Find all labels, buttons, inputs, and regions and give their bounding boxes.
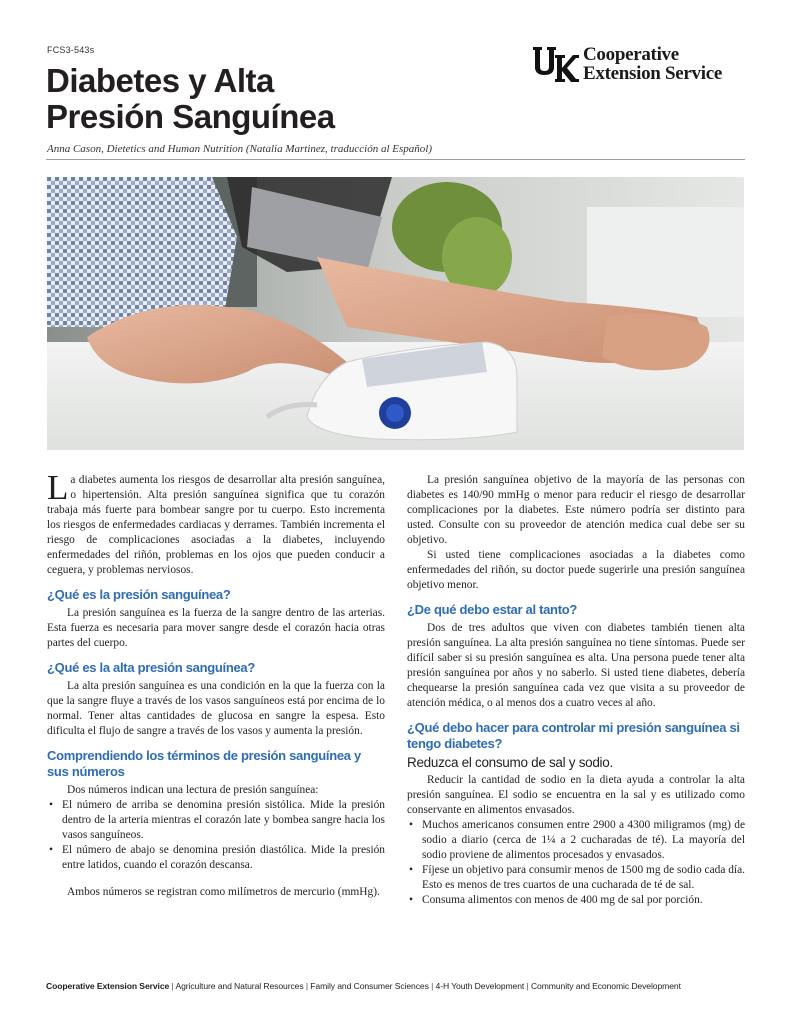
list-item (47, 798, 385, 843)
heading-high-blood-pressure: ¿Qué es la alta presión sanguínea? (47, 660, 255, 675)
title-line-2: Presión Sanguínea (46, 98, 335, 135)
paragraph-watch: Dos de tres adultos que viven con diabetes también tienen alta presión sanguínea. La alta presión sanguínea no tiene síntomas. Puede ser difícil saber si su presión sanguínea es alta. Una persona puede tener alta presión sanguínea por años y no saberlo. Si usted tiene diabetes, debería chequearse la presión sanguínea cada vez que visita a su proveedor de atención médica, o al menos dos a cuatro veces al año. (407, 622, 745, 709)
footer-org: Cooperative Extension Service (46, 981, 170, 991)
header-divider (46, 159, 745, 160)
intro-paragraph (47, 468, 385, 578)
intro-text: a diabetes aumenta los riesgos de desarrollar alta presión sanguínea, o hipertensión. Alta presión sanguínea significa que tu corazón trabaja más fuerte para bombear sangre por tu cuerpo. Esto incrementa los riesgos de enfermedades cardiacas y derrames. También incrementa el riesgo de complicaciones asociadas a la diabetes, incluyendo enfermedades del riñón, problemas en los ojos que pueden conducir a ceguera, y problemas nerviosos. (47, 474, 385, 576)
list-item (407, 818, 745, 863)
page-title (46, 63, 335, 135)
list-item-text: Consuma alimentos con menos de 400 mg de sal por porción. (422, 894, 703, 906)
right-column (407, 473, 745, 908)
list-item (407, 863, 745, 893)
paragraph-target: La presión sanguínea objetivo de la mayoría de las personas con diabetes es 140/90 mmHg o menor para reducir el riesgo de desarrollar complicaciones por la diabetes. Este número podría ser distinto para usted. Consulte con su proveedor de atención medica cual debe ser su objetivo. (407, 474, 745, 546)
bullet-icon: • (409, 864, 413, 876)
heading-terms: Comprendiendo los términos de presión sanguínea y sus números (47, 748, 361, 779)
paragraph-both-numbers: Ambos números se registran como milímetros de mercurio (mmHg). (67, 886, 380, 898)
footer-separator: | (305, 981, 308, 991)
footer-item-agriculture: Agriculture and Natural Resources (175, 981, 304, 991)
paragraph-complications: Si usted tiene complicaciones asociadas a la diabetes como enfermedades del riñón, su doctor puede sugerirle una presión sanguínea objetivo menor. (407, 549, 745, 591)
blood-pressure-monitor-photo (47, 177, 744, 450)
list-item-text: El número de arriba se denomina presión sistólica. Mide la presión dentro de la arteria mientras el corazón late y bombea sangre hacia los vasos sanguíneos. (62, 799, 385, 841)
uk-logo-icon (533, 45, 579, 83)
list-item-text: El número de abajo se denomina presión diastólica. Mide la presión entre latidos, cuando el corazón descansa. (62, 844, 385, 871)
cooperative-extension-logo (533, 45, 748, 85)
footer-item-community: Community and Economic Development (530, 981, 681, 991)
logo-line-1: Cooperative (583, 44, 679, 65)
logo-line-2: Extension Service (583, 63, 722, 84)
bullet-icon: • (49, 799, 53, 811)
terms-list (47, 798, 385, 873)
list-item (407, 893, 745, 908)
heading-what-is-blood-pressure: ¿Qué es la presión sanguínea? (47, 587, 231, 602)
bullet-icon: • (49, 844, 53, 856)
title-line-1: Diabetes y Alta (46, 62, 274, 99)
footer (46, 981, 745, 991)
paragraph-high: La alta presión sanguínea es una condición en la que la fuerza con la que la sangre fluye a través de los vasos sanguíneos está por encima de lo normal. Tener altas cantidades de glucosa en sangre la espesa. Esto dificulta el flujo de sangre a través de los vasos y aumenta la presión. (47, 680, 385, 737)
list-item (47, 843, 385, 873)
list-item-text: Muchos americanos consumen entre 2900 a 4300 miligramos (mg) de sodio a diario (cerca de 1¼ a 2 cucharadas de té). La mayoría del sodio proviene de alimentos procesados y envasados. (422, 819, 745, 861)
footer-separator: | (526, 981, 529, 991)
footer-separator: | (171, 981, 174, 991)
publication-number: FCS3-543s (47, 45, 95, 55)
paragraph-salt: Reducir la cantidad de sodio en la dieta ayuda a controlar la alta presión sanguínea. El sodio se encuentra en la sal y es utilizado como conservante en alimentos envasados. (407, 774, 745, 816)
drop-cap: L (47, 468, 69, 507)
footer-item-4h: 4-H Youth Development (435, 981, 525, 991)
heading-what-to-watch: ¿De qué debo estar al tanto? (407, 602, 578, 617)
footer-item-family: Family and Consumer Sciences (310, 981, 429, 991)
bullet-icon: • (409, 894, 413, 906)
list-item-text: Fíjese un objetivo para consumir menos de 1500 mg de sodio cada día. Esto es menos de tres cuartos de una cucharada de té de sal. (422, 864, 745, 891)
heading-how-to-control: ¿Qué debo hacer para controlar mi presión sanguínea si tengo diabetes? (407, 720, 740, 751)
subheading-salt: Reduzca el consumo de sal y sodio. (407, 755, 613, 770)
salt-list (407, 818, 745, 908)
byline: Anna Cason, Dietetics and Human Nutrition (Natalia Martinez, traducción al Español) (47, 143, 432, 155)
logo-text (583, 45, 722, 83)
bullet-icon: • (409, 819, 413, 831)
paragraph-terms: Dos números indican una lectura de presión sanguínea: (67, 784, 319, 796)
left-column (47, 468, 385, 900)
footer-separator: | (431, 981, 434, 991)
paragraph-what-is: La presión sanguínea es la fuerza de la sangre dentro de las arterias. Esta fuerza es necesaria para mover sangre desde el corazón hacia otras partes del cuerpo. (47, 607, 385, 649)
